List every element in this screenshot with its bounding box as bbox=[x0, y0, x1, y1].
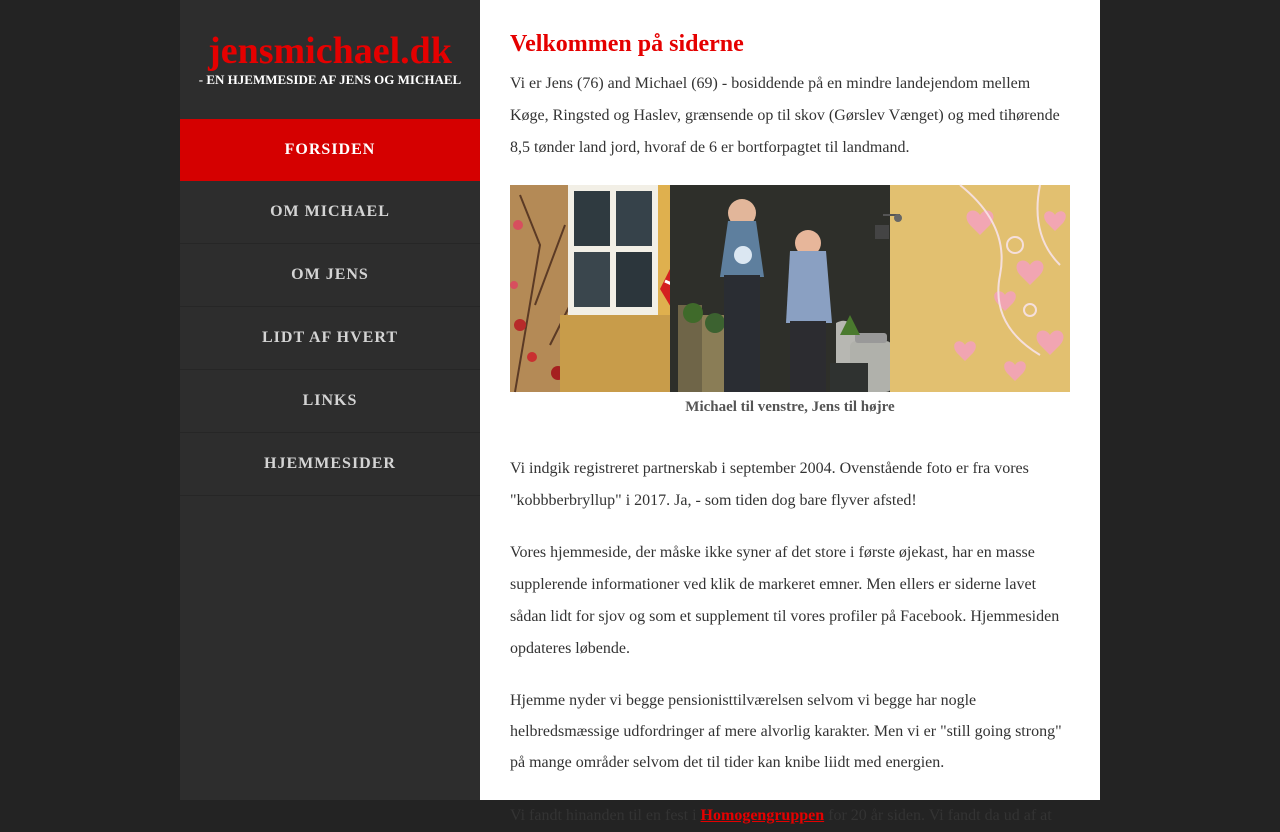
how-we-met-text-start: Vi fandt hinanden til en fest i bbox=[510, 807, 701, 824]
intro-paragraph: Vi er Jens (76) and Michael (69) - bosiddende på en mindre landejendom mellem Køge, Ringsted og Haslev, grænsende op til skov (Gørslev Vænget) og med tihørende 8,5 tønder land jord, hvoraf de 6 er bortforpagtet til landmand. bbox=[510, 75, 1060, 156]
nav-item-om-jens[interactable]: OM JENS bbox=[180, 244, 480, 307]
homogengruppen-link[interactable]: Homogengruppen bbox=[700, 807, 825, 824]
site-branding bbox=[180, 0, 480, 88]
page-title: Velkommen på siderne bbox=[510, 31, 744, 57]
site-tagline: - EN HJEMMESIDE AF JENS OG MICHAEL bbox=[198, 72, 462, 87]
paragraph-how-we-met bbox=[510, 800, 1070, 832]
couple-photo bbox=[510, 185, 1070, 392]
main-content bbox=[480, 0, 1100, 824]
main-navigation bbox=[180, 119, 480, 496]
nav-item-links[interactable]: LINKS bbox=[180, 370, 480, 433]
nav-item-forsiden[interactable]: FORSIDEN bbox=[180, 119, 480, 181]
nav-item-hjemmesider[interactable]: HJEMMESIDER bbox=[180, 433, 480, 496]
photo-caption: Michael til venstre, Jens til højre bbox=[685, 399, 895, 415]
paragraph-partnership: Vi indgik registreret partnerskab i september 2004. Ovenstående foto er fra vores "kobbberbryllup" i 2017. Ja, - som tiden dog bare flyver afsted! bbox=[510, 460, 1029, 509]
sidebar bbox=[180, 0, 480, 800]
how-we-met-text-end: for 20 år siden. Vi fandt da ud af at bbox=[824, 807, 1052, 824]
photo-figure bbox=[510, 185, 1070, 417]
nav-item-lidt-af-hvert[interactable]: LIDT AF HVERT bbox=[180, 307, 480, 370]
site-title-link[interactable]: jensmichael.dk bbox=[208, 30, 452, 72]
paragraph-website: Vores hjemmeside, der måske ikke syner af det store i første øjekast, har en masse supplerende informationer ved klik de markeret emner. Men ellers er siderne lavet sådan lidt for sjov og som et supplement til vores profiler på Facebook. Hjemmesiden opdateres løbende. bbox=[510, 544, 1060, 657]
article bbox=[510, 28, 1070, 832]
paragraph-retirement: Hjemme nyder vi begge pensionisttilværelsen selvom vi begge har nogle helbredsmæssige udfordringer af mere alvorlig karakter. Men vi er "still going strong" på mange områder selvom det til tider kan knibe liidt med energien. bbox=[510, 692, 1062, 771]
page-wrapper bbox=[180, 0, 1100, 824]
nav-item-om-michael[interactable]: OM MICHAEL bbox=[180, 181, 480, 244]
